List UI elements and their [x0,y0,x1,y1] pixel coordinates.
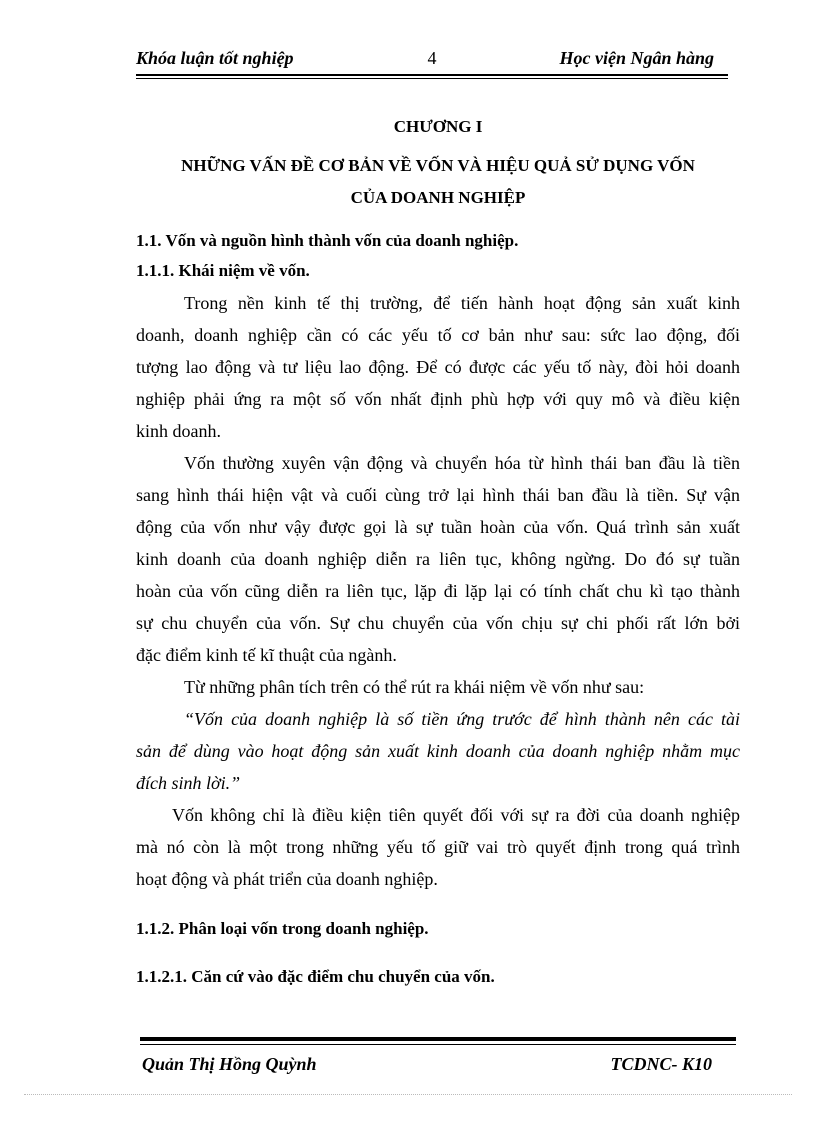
chapter-title-line-2: CỦA DOANH NGHIỆP [350,188,526,207]
paragraph-1-line: kinh doanh. [136,421,221,441]
paragraph-3: Từ những phân tích trên có thể rút ra khái niệm về vốn như sau: [184,677,645,697]
footer-class-code: TCDNC- K10 [610,1054,712,1074]
paragraph-2-line: kinh doanh của doanh nghiệp diễn ra liên tục, không ngừng. Do đó sự tuần [136,549,740,569]
paragraph-1-line: Trong nền kinh tế thị trường, để tiến hành hoạt động sản xuất kinh [184,293,740,313]
definition-quote-line: sản để dùng vào hoạt động sản xuất kinh doanh của doanh nghiệp nhằm mục [136,741,740,761]
header-rule [136,74,728,76]
footer-author: Quản Thị Hồng Quỳnh [142,1054,317,1074]
paragraph-4-line: hoạt động và phát triển của doanh nghiệp. [136,869,438,889]
page-number: 4 [427,48,437,68]
chapter-title-line-1: NHỮNG VẤN ĐỀ CƠ BẢN VỀ VỐN VÀ HIỆU QUẢ SỬ DỤNG VỐN [181,156,695,175]
footer-rule [140,1037,736,1041]
paragraph-1-line: nghiệp phải ứng ra một số vốn nhất định phù hợp với quy mô và điều kiện [136,389,740,409]
page-header [136,48,728,72]
paragraph-1-line: tượng lao động và tư liệu lao động. Để có được các yếu tố này, đòi hỏi doanh [136,357,740,377]
paragraph-4-line: Vốn không chỉ là điều kiện tiên quyết đối với sự ra đời của doanh nghiệp [172,805,740,825]
section-heading-1-1-1: 1.1.1. Khái niệm về vốn. [136,261,310,280]
section-heading-1-1-2: 1.1.2. Phân loại vốn trong doanh nghiệp. [136,919,429,938]
paragraph-2-line: hoàn của vốn cũng diễn ra liên tục, lặp đi lặp lại có tính chất chu kì tạo thành [136,581,740,601]
footer-rule-thin [140,1044,736,1045]
chapter-label: CHƯƠNG I [393,117,483,136]
definition-quote-line: “Vốn của doanh nghiệp là số tiền ứng trước để hình thành nên các tài [184,709,740,729]
paragraph-2-line: động của vốn như vậy được gọi là sự tuần hoàn của vốn. Quá trình sản xuất [136,517,740,537]
definition-quote-line: đích sinh lời.” [136,773,241,793]
page-boundary [24,1094,792,1095]
section-heading-1-1-2-1: 1.1.2.1. Căn cứ vào đặc điểm chu chuyển của vốn. [136,967,495,986]
section-heading-1-1: 1.1. Vốn và nguồn hình thành vốn của doanh nghiệp. [136,231,519,250]
header-rule-thin [136,78,728,79]
paragraph-2-line: Vốn thường xuyên vận động và chuyển hóa từ hình thái ban đầu là tiền [184,453,740,473]
header-institution: Học viện Ngân hàng [559,48,714,68]
paragraph-2-line: sang hình thái hiện vật và cuối cùng trở lại hình thái ban đầu là tiền. Sự vận [136,485,740,505]
paragraph-2-line: đặc điểm kinh tế kĩ thuật của ngành. [136,645,397,665]
paragraph-2-line: sự chu chuyển của vốn. Sự chu chuyển của vốn chịu sự chi phối rất lớn bởi [136,613,740,633]
paragraph-1-line: doanh, doanh nghiệp cần có các yếu tố cơ bản như sau: sức lao động, đối [136,325,740,345]
paragraph-4-line: mà nó còn là một trong những yếu tố giữ vai trò quyết định trong quá trình [136,837,740,857]
header-thesis-label: Khóa luận tốt nghiệp [136,48,294,68]
